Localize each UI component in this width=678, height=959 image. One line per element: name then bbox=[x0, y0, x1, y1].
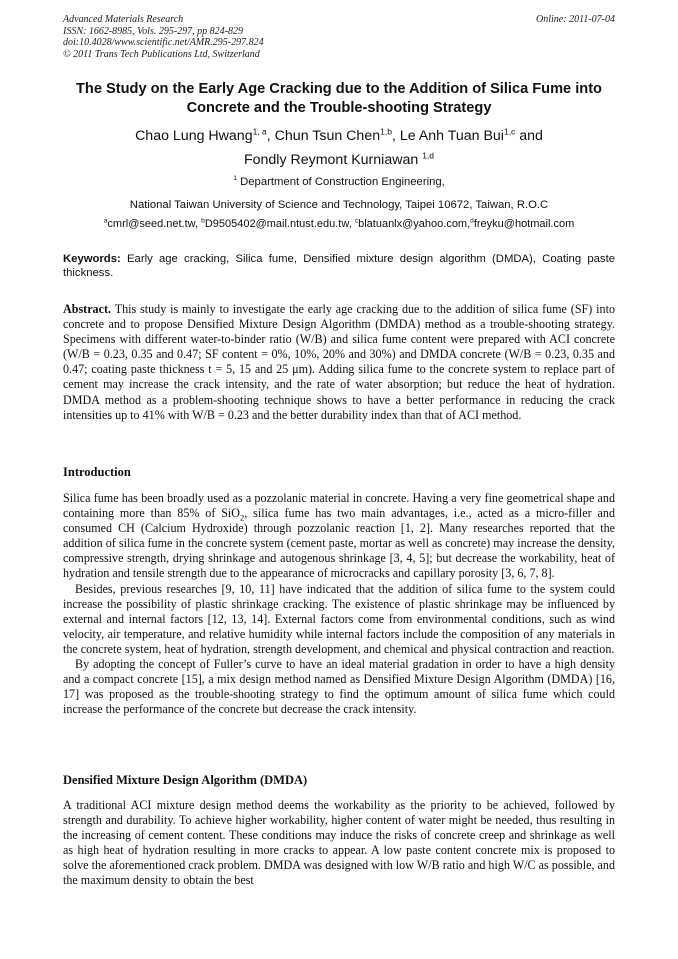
email-mark: d bbox=[470, 217, 474, 225]
affiliation-line-2: National Taiwan University of Science and Technology, Taipei 10672, Taiwan, R.O.C bbox=[129, 199, 549, 211]
paragraph-text: , silica fume has two main advantages, i.e., acted as a micro-filler and consumed CH (Calcium Hydroxide) through pozzolanic reaction [1, 2]. Many researches reported that the addition of silica fume in the concrete system (cement paste, mortar as well as concrete) may increase the density, compressive strength, drying shrinkage and autogenous shrinkage [3, 4, 5]; but decrease the workability, heat of hydration and tensile strength due to the appearance of microcracks and capillary porosity [3, 6, 7, 8]. bbox=[63, 506, 615, 581]
affiliation-mark: 1 bbox=[233, 175, 237, 183]
online-date: Online: 2011-07-04 bbox=[536, 14, 615, 25]
affiliation-department: Department of Construction Engineering, bbox=[240, 176, 445, 188]
abstract-label: Abstract. bbox=[63, 302, 112, 316]
email-mark: a bbox=[103, 217, 108, 225]
dmda-section bbox=[63, 798, 615, 889]
email-address[interactable]: freyku@hotmail.com bbox=[473, 218, 575, 230]
keywords-label: Keywords: bbox=[63, 253, 121, 265]
email-address[interactable]: D9505402@mail.ntust.edu.tw, bbox=[204, 218, 352, 230]
affiliation-line-1 bbox=[40, 171, 638, 194]
affiliation bbox=[40, 171, 638, 217]
email-address[interactable]: cmrl@seed.net.tw, bbox=[107, 218, 199, 230]
author-affil-mark: 1, a bbox=[252, 126, 267, 137]
author-name: Fondly Reymont Kurniawan bbox=[243, 152, 419, 168]
author-name: Chao Lung Hwang bbox=[135, 128, 253, 144]
author-conjunction: and bbox=[519, 128, 543, 144]
author-affil-mark: 1,c bbox=[503, 126, 516, 137]
paragraph-text: Silica fume has been broadly used as a pozzolanic material in concrete. Having a very fine geometrical shape and containing more than 85% of SiO bbox=[63, 491, 615, 521]
journal-doi[interactable]: doi:10.4028/www.scientific.net/AMR.295-297.824 bbox=[63, 37, 264, 48]
email-list bbox=[40, 217, 638, 231]
section-heading-dmda: Densified Mixture Design Algorithm (DMDA) bbox=[63, 773, 308, 787]
paragraph: Besides, previous researches [9, 10, 11] have indicated that the addition of silica fume to the system could increase the possibility of plastic shrinkage cracking. The existence of plastic shrinkage may be influenced by external and internal factors [12, 13, 14]. External factors come from environmental conditions, such as wind velocity, air temperature, and relative humidity while internal factors include the composition of any materials in the concrete system, heat of hydration, strength development, and chemical and physical contraction and reaction. bbox=[63, 581, 615, 656]
author-name: Chun Tsun Chen bbox=[274, 128, 381, 144]
section-heading-introduction: Introduction bbox=[63, 465, 131, 479]
paper-title: The Study on the Early Age Cracking due to the Addition of Silica Fume into Concrete and the Trouble-shooting Strategy bbox=[76, 81, 602, 116]
abstract bbox=[63, 302, 615, 423]
journal-copyright: © 2011 Trans Tech Publications Ltd, Switzerland bbox=[63, 48, 260, 60]
journal-issn: ISSN: 1662-8985, Vols. 295-297, pp 824-829 bbox=[63, 25, 243, 37]
author-affil-mark: 1,d bbox=[422, 150, 435, 161]
introduction-section bbox=[63, 491, 615, 717]
email-mark: b bbox=[201, 217, 205, 225]
keywords-text: Early age cracking, Silica fume, Densified mixture design algorithm (DMDA), Coating paste thickness. bbox=[63, 253, 615, 279]
email-address[interactable]: blatuanlx@yahoo.com, bbox=[358, 218, 471, 230]
paragraph: A traditional ACI mixture design method deems the workability as the priority to be achieved, followed by strength and durability. To achieve higher workability, higher content of water might be needed, thus resulting in the increasing of cement content. These conditions may induce the risks of concrete creep and shrinkage as well as high heat of hydration resulting in more cracks to appear. A low paste content concrete mix is proposed to solve the aforementioned crack problem. DMDA was designed with low W/B ratio and high W/C as possible, and the maximum density to obtain the best bbox=[63, 798, 615, 888]
author-affil-mark: 1,b bbox=[380, 126, 392, 137]
journal-header bbox=[63, 14, 615, 60]
author-line-1: Chao Lung Hwang$^{1, a}$, Chun Tsun Chen$^{1,b}$, Le Anh Tuan Bui$^{1,c}$ and bbox=[135, 126, 543, 144]
paragraph: By adopting the concept of Fuller’s curve to have an ideal material gradation in order to have a high density and a compact concrete [15], a mix design method named as Densified Mixture Design Algorithm (DMDA) [16, 17] was proposed as the trouble-shooting strategy to find the optimum amount of silica fume which could increase the performance of the concrete but decrease the crack intensity. bbox=[63, 657, 615, 717]
author-name: Le Anh Tuan Bui bbox=[399, 128, 504, 144]
subscript: 2 bbox=[240, 512, 245, 523]
paragraph bbox=[63, 491, 615, 582]
abstract-text: This study is mainly to investigate the early age cracking due to the addition of silica fume (SF) into concrete and to propose Densified Mixture Design Algorithm (DMDA) method as a trouble-shooting strategy. Specimens with different water-to-binder ratio (W/B) and silica fume content were prepared with ACI concrete (W/B = 0.23, 0.35 and 0.47; SF content = 0%, 10%, 20% and 30%) and DMDA concrete (W/B = 0.23, 0.35 and 0.47; coating paste thickness t = 5, 15 and 25 μm). Adding silica fume to the concrete system to replace part of cement may increase the crack intensity, and the rate of water absorption; but reduce the heat of hydration. DMDA method as a problem-shooting technique shows to have a better performance in reducing the crack intensities up to 41% with W/B = 0.23 and the better durability index than that of ACI method. bbox=[63, 302, 615, 422]
author-list bbox=[50, 124, 628, 172]
author-line-2 bbox=[50, 148, 628, 172]
keywords bbox=[63, 252, 615, 280]
email-mark: c bbox=[354, 217, 359, 225]
journal-name: Advanced Materials Research bbox=[63, 14, 184, 25]
